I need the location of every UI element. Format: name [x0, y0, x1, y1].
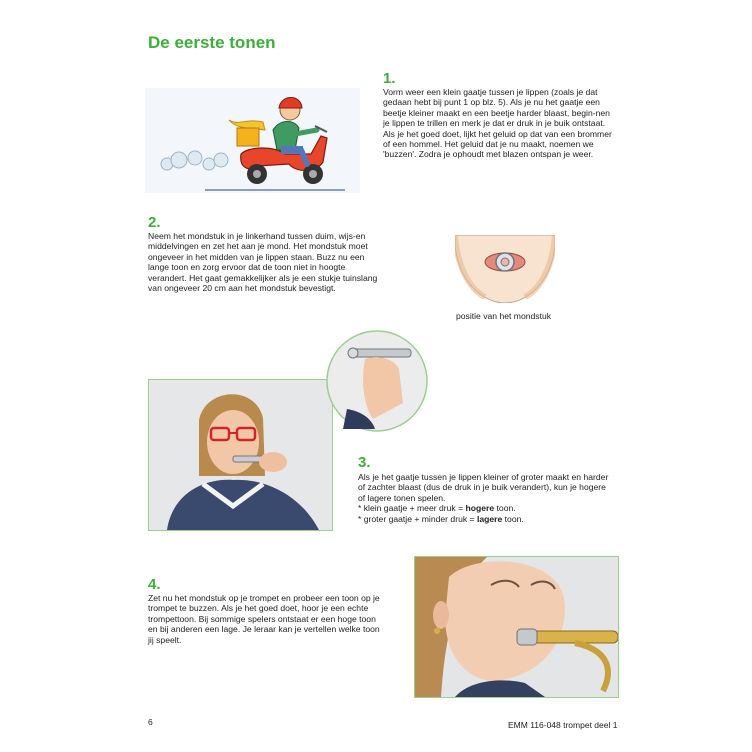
section-4-number: 4. [148, 576, 161, 593]
section-2-text: Neem het mondstuk in je linkerhand tussen duim, wijs-en middelvingen en zet het aan je mond. Het mondstuk moet ongeveer in het midden van je lippen staan. Buzz nu een lange toon en zorg ervoor dat de toon niet in hoogte verandert. Het gaat gemakkelijker als je een stukje tuinslang van ongeveer 20 cm aan het mondstuk bevestigt. [148, 231, 378, 294]
mouthpiece-caption: positie van het mondstuk [456, 311, 552, 321]
girl-buzzing-photo [148, 379, 333, 531]
mouthpiece-position-illustration [455, 235, 555, 303]
section-3-number: 3. [358, 454, 371, 471]
section-4-text: Zet nu het mondstuk op je trompet en probeer een toon op je trompet te buzzen. Als je het goed doet, hoor je een echte trompettoon. Bij sommige spelers ontstaat er een hoge toon en bij anderen een lage. Je leraar kan je vertellen welke toon jij speelt. [148, 593, 380, 645]
page-number: 6 [148, 717, 153, 727]
section-3-body: Als je het gaatje tussen je lippen kleiner of groter maakt en harder of zachter blaast (dus de druk in je buik verandert), kun je hogere of lagere tonen spelen. [358, 472, 609, 503]
footer-code: EMM 116-048 trompet deel 1 [508, 720, 618, 730]
girl-trumpet-photo [414, 556, 619, 698]
page-title: De eerste tonen [148, 33, 276, 52]
section-1-text: Vorm weer een klein gaatje tussen je lippen (zoals je dat gedaan hebt bij punt 1 op blz. 5). Als je nu het gaatje een beetje kleiner maakt en een beetje harder blaast, begin-nen je lippen te trillen en merk je dat er druk in je buik ontstaat. Als je het goed doet, lijkt het geluid op dat van een brommer of een hommel. Het geluid dat je nu maakt, noemen we 'buzzen'. Zodra je ophoudt met blazen ontspan je weer. [383, 87, 612, 160]
scooter-illustration [145, 80, 360, 200]
bullet-higher: * klein gaatje + meer druk = hogere toon. [358, 503, 516, 514]
mouthpiece-closeup-photo [323, 329, 431, 433]
bullet-lower: * groter gaatje + minder druk = lagere toon. [358, 513, 524, 524]
section-3-text [358, 472, 613, 524]
section-1-number: 1. [383, 70, 396, 87]
section-2-number: 2. [148, 214, 161, 231]
